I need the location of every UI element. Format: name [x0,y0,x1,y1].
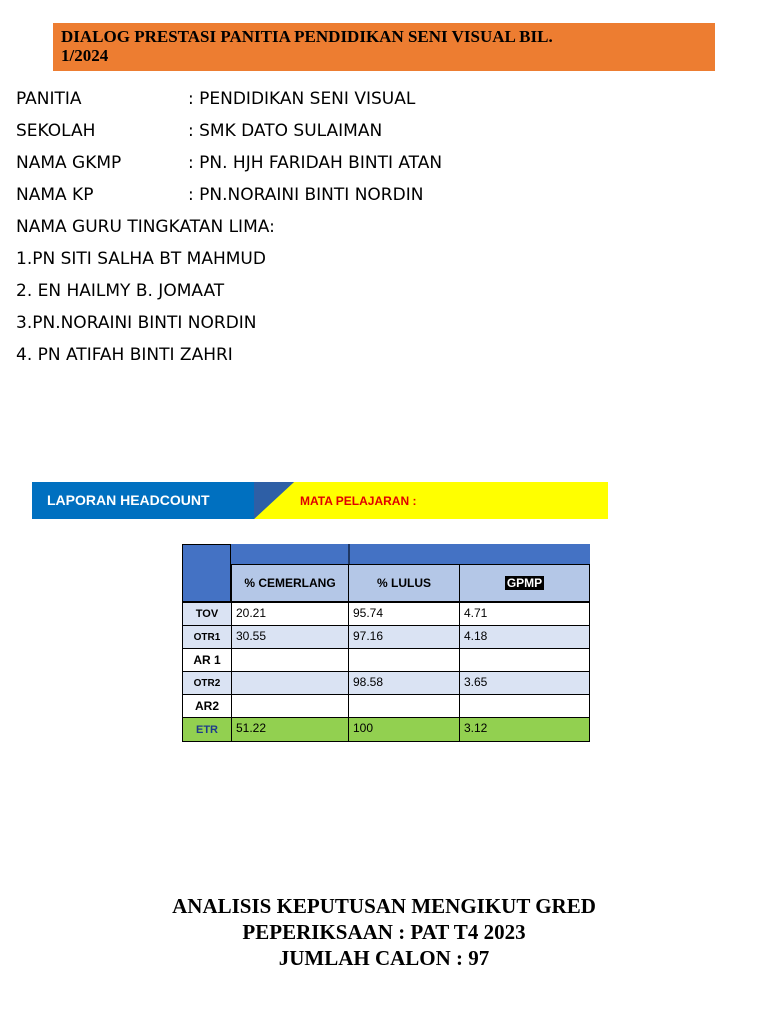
table-cell [231,648,349,672]
table-corner [182,544,231,602]
teacher-item: 4. PN ATIFAH BINTI ZAHRI [16,345,233,365]
table-cell [231,671,349,695]
headcount-banner [32,482,608,519]
table-cell: 51.22 [231,717,349,742]
table-row-label: OTR2 [182,671,232,695]
column-header-gpmp: GPMP [459,564,590,602]
column-header-lulus: % LULUS [348,564,460,602]
table-cell: 100 [348,717,460,742]
table-cell: 4.71 [459,602,590,626]
page-title-line2: 1/2024 [61,46,109,65]
info-label: NAMA KP [16,185,94,205]
info-row-kp [16,182,442,214]
page-title-banner [53,23,715,71]
info-label: SEKOLAH [16,121,96,141]
header-divider [348,544,350,564]
table-cell: 4.18 [459,625,590,649]
info-value: : PN.NORAINI BINTI NORDIN [188,185,424,205]
table-cell: 3.12 [459,717,590,742]
teacher-item: 1.PN SITI SALHA BT MAHMUD [16,249,266,269]
table-row-label: ETR [182,717,232,742]
table-header-band [231,544,590,564]
table-cell: 3.65 [459,671,590,695]
info-label: NAMA GKMP [16,153,122,173]
table-row-label: AR 1 [182,648,232,672]
table-cell [348,694,460,718]
table-cell [231,694,349,718]
table-cell: 20.21 [231,602,349,626]
info-row-panitia [16,86,442,118]
info-value: : PENDIDIKAN SENI VISUAL [188,89,416,109]
info-value: : PN. HJH FARIDAH BINTI ATAN [188,153,443,173]
table-cell: 97.16 [348,625,460,649]
teacher-item: 3.PN.NORAINI BINTI NORDIN [16,313,257,333]
results-table [182,544,590,743]
page-title-line1: DIALOG PRESTASI PANITIA PENDIDIKAN SENI VISUAL BIL. [61,27,553,46]
table-row-label: AR2 [182,694,232,718]
table-cell: 30.55 [231,625,349,649]
teachers-heading: NAMA GURU TINGKATAN LIMA: [16,217,275,237]
info-label: PANITIA [16,89,82,109]
info-section [16,86,442,374]
table-cell [348,648,460,672]
info-row-gkmp [16,150,442,182]
footer-line3: JUMLAH CALON : 97 [278,946,490,970]
table-cell [459,648,590,672]
headcount-title: LAPORAN HEADCOUNT [47,492,210,508]
table-row-label: TOV [182,602,232,626]
footer-heading [0,893,768,971]
column-header-cemerlang: % CEMERLANG [231,564,349,602]
subject-label: MATA PELAJARAN : [300,494,417,508]
table-cell: 95.74 [348,602,460,626]
info-row-sekolah [16,118,442,150]
teacher-item: 2. EN HAILMY B. JOMAAT [16,281,225,301]
table-row-label: OTR1 [182,625,232,649]
info-value: : SMK DATO SULAIMAN [188,121,383,141]
table-cell [459,694,590,718]
footer-line2: PEPERIKSAAN : PAT T4 2023 [242,920,526,944]
footer-line1: ANALISIS KEPUTUSAN MENGIKUT GRED [172,894,596,918]
table-cell: 98.58 [348,671,460,695]
